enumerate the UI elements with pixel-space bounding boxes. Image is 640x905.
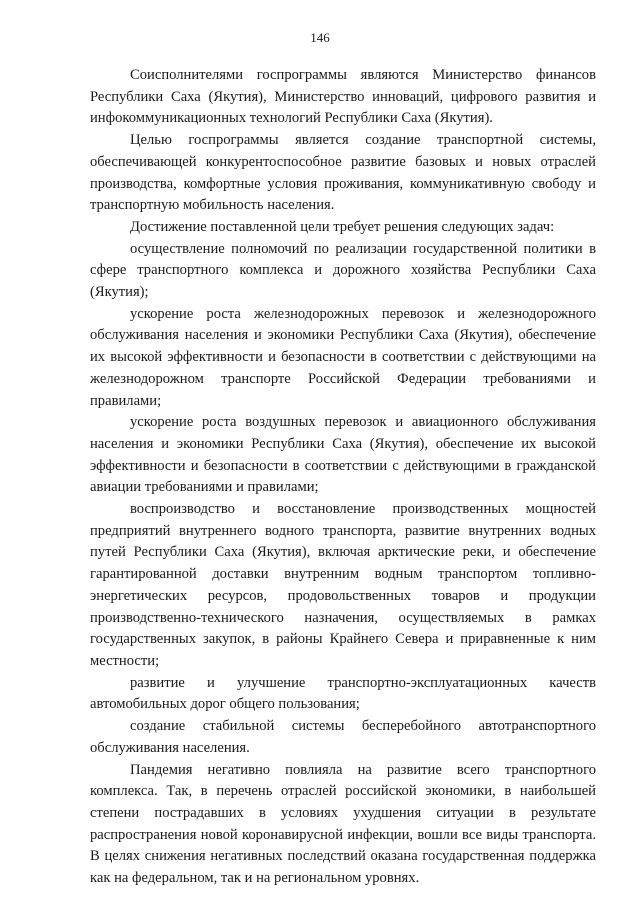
paragraph-task-aviation: ускорение роста воздушных перевозок и авиационного обслуживания населения и экономики Республики Саха (Якутия), обеспечение их высокой эффективности и безопасности в соответствии с действующими в гражданской авиации требованиями и правилами; [90,414,596,496]
paragraph-coexecutors: Соисполнителями госпрограммы являются Министерство финансов Республики Саха (Якутия), Министерство инноваций, цифрового развития и инфокоммуникационных технологий Республики Саха (Якутия). [90,67,596,127]
paragraph-pandemic: Пандемия негативно повлияла на развитие всего транспортного комплекса. Так, в перечень отраслей российской экономики, в наибольшей степени пострадавших в условиях ухудшения ситуации в результате распространения новой коронавирусной инфекции, вошли все виды транспорта. В целях снижения негативных последствий оказана государственная поддержка как на федеральном, так и на региональном уровнях. [90,761,596,887]
page-number: 146 [310,30,330,45]
paragraph-task-water-transport: воспроизводство и восстановление производственных мощностей предприятий внутреннего водного транспорта, развитие внутренних водных путей Республики Саха (Якутия), включая арктические реки, и обеспечение гарантированной доставки внутренним водным транспортом топливно-энергетических ресурсов, продовольственных товаров и продукции производственно-технического назначения, осуществляемых в рамках государственных закупок, в районы Крайнего Севера и приравненные к ним местности; [90,501,596,669]
paragraph-task-railway: ускорение роста железнодорожных перевозок и железнодорожного обслуживания населения и экономики Республики Саха (Якутия), обеспечение их высокой эффективности и безопасности в соответствии с действующими на железнодорожном транспорте Российской Федерации требованиями и правилами; [90,305,596,409]
paragraph-task-roads: развитие и улучшение транспортно-эксплуатационных качеств автомобильных дорог общего пользования; [90,674,596,713]
paragraph-program-goal: Целью госпрограммы является создание транспортной системы, обеспечивающей конкурентоспособное развитие базовых и новых отраслей производства, комфортные условия проживания, коммуникативную свободу и транспортную мобильность населения. [90,132,596,214]
paragraph-task-policy: осуществление полномочий по реализации государственной политики в сфере транспортного комплекса и дорожного хозяйства Республики Саха (Якутия); [90,240,596,301]
paragraph-tasks-intro: Достижение поставленной цели требует решения следующих задач: [130,218,555,235]
document-body [90,65,596,890]
paragraph-task-motor-transport: создание стабильной системы бесперебойного автотранспортного обслуживания населения. [90,718,596,756]
